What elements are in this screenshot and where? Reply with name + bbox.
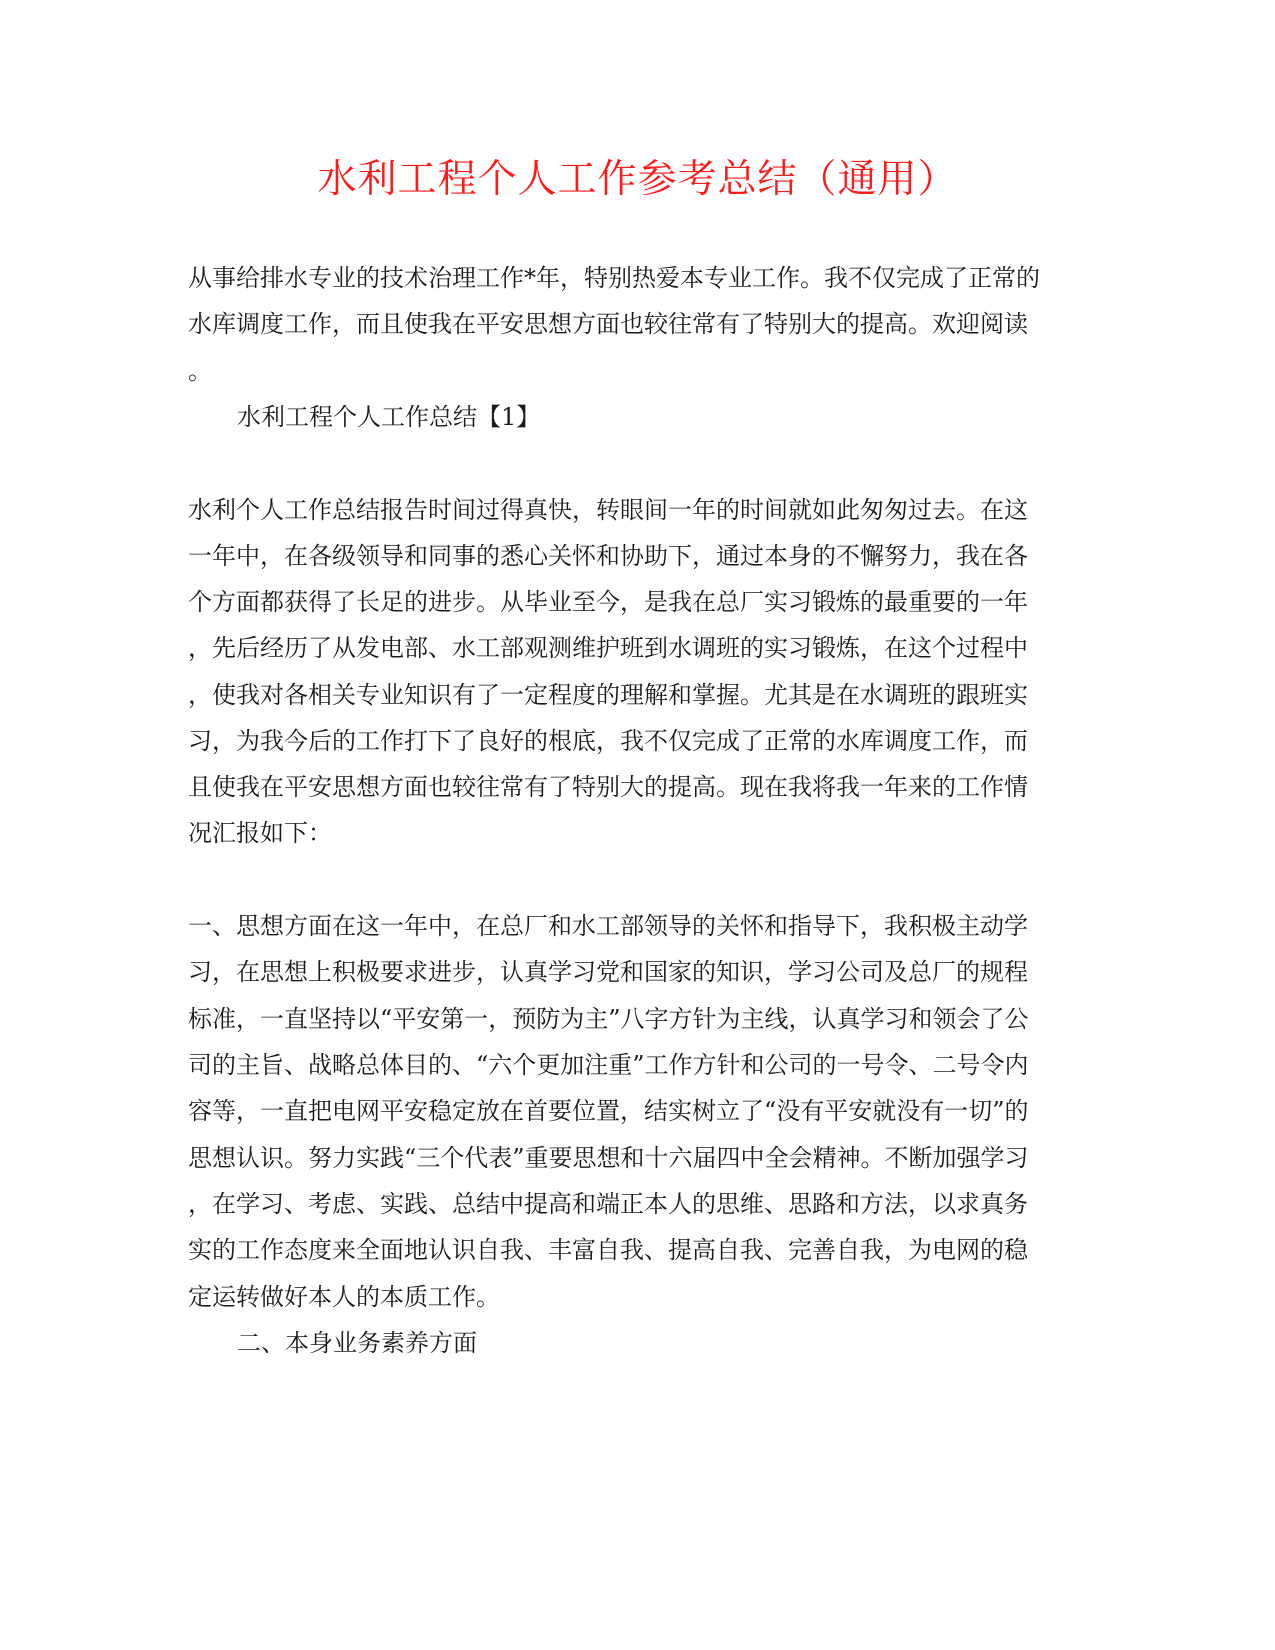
paragraph-line: 一、思想方面在这一年中，在总厂和水工部领导的关怀和指导下，我积极主动学: [188, 912, 1028, 940]
paragraph-line: 定运转做好本人的本质工作。: [188, 1283, 500, 1311]
paragraph-line: 习，在思想上积极要求进步，认真学习党和国家的知识，学习公司及总厂的规程: [188, 958, 1028, 986]
paragraph-line: ，在学习、考虑、实践、总结中提高和端正本人的思维、思路和方法，以求真务: [188, 1190, 1028, 1218]
paragraph-line: 司的主旨、战略总体目的、“六个更加注重”工作方针和公司的一号令、二号令内: [188, 1051, 1029, 1079]
paragraph-line: 思想认识。努力实践“三个代表”重要思想和十六届四中全会精神。不断加强学习: [188, 1144, 1029, 1172]
intro-line: 水库调度工作，而且使我在平安思想方面也较往常有了特别大的提高。欢迎阅读: [188, 310, 1028, 338]
paragraph-line: 实的工作态度来全面地认识自我、丰富自我、提高自我、完善自我，为电网的稳: [188, 1236, 1028, 1264]
paragraph-line: 水利个人工作总结报告时间过得真快，转眼间一年的时间就如此匆匆过去。在这: [188, 496, 1028, 524]
document-title: 水利工程个人工作参考总结（通用）: [317, 157, 958, 202]
paragraph-line: 习，为我今后的工作打下了良好的根底，我不仅完成了正常的水库调度工作，而: [188, 727, 1028, 755]
paragraph-line: ，先后经历了从发电部、水工部观测维护班到水调班的实习锻炼，在这个过程中: [188, 634, 1028, 662]
intro-line: 。: [188, 357, 212, 385]
paragraph-line: 标准，一直坚持以“平安第一，预防为主”八字方针为主线，认真学习和领会了公: [188, 1005, 1029, 1033]
paragraph-line: 个方面都获得了长足的进步。从毕业至今，是我在总厂实习锻炼的最重要的一年: [188, 588, 1028, 616]
section-heading: 二、本身业务素养方面: [237, 1329, 477, 1357]
intro-line: 从事给排水专业的技术治理工作*年，特别热爱本专业工作。我不仅完成了正常的: [188, 264, 1040, 292]
paragraph-line: 况汇报如下：: [188, 819, 332, 847]
section-heading: 水利工程个人工作总结【1】: [237, 403, 541, 431]
paragraph-line: 且使我在平安思想方面也较往常有了特别大的提高。现在我将我一年来的工作情: [188, 773, 1028, 801]
paragraph-line: 一年中，在各级领导和同事的悉心关怀和协助下，通过本身的不懈努力，我在各: [188, 542, 1028, 570]
paragraph-line: ，使我对各相关专业知识有了一定程度的理解和掌握。尤其是在水调班的跟班实: [188, 681, 1028, 709]
paragraph-line: 容等，一直把电网平安稳定放在首要位置，结实树立了“没有平安就没有一切”的: [188, 1097, 1029, 1125]
